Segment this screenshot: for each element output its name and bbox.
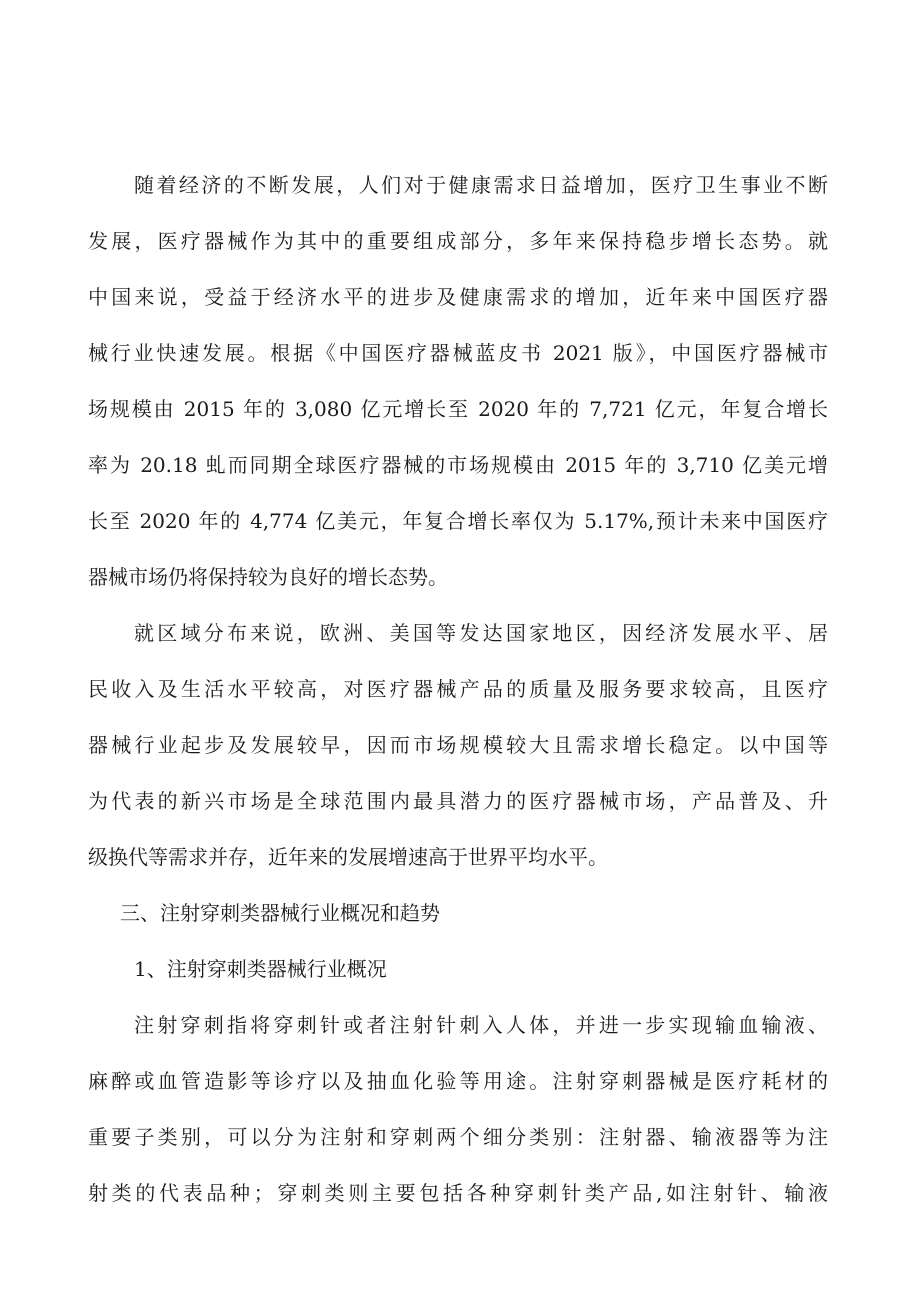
- paragraph-line: 率为 20.18 虬而同期全球医疗器械的市场规模由 2015 年的 3,710 亿美元增: [88, 453, 828, 477]
- paragraph-line: 射类的代表品种；穿刺类则主要包括各种穿刺针类产品,如注射针、输液: [88, 1181, 828, 1205]
- paragraph-line: 器械行业起步及发展较早，因而市场规模较大且需求增长稳定。以中国等: [88, 733, 828, 757]
- paragraph-line: 械行业快速发展。根据《中国医疗器械蓝皮书 2021 版》，中国医疗器械市: [88, 341, 828, 365]
- paragraph-line: 中国来说，受益于经济水平的进步及健康需求的增加，近年来中国医疗器: [88, 285, 828, 309]
- paragraph-line: 注射穿刺指将穿刺针或者注射针刺入人体，并进一步实现输血输液、: [134, 1013, 828, 1037]
- paragraph-line: 场规模由 2015 年的 3,080 亿元增长至 2020 年的 7,721 亿元，年复合增长: [88, 397, 828, 421]
- subsection-heading: 1、注射穿刺类器械行业概况: [134, 957, 387, 981]
- paragraph-line: 器械市场仍将保持较为良好的增长态势。: [88, 565, 448, 589]
- paragraph-line: 民收入及生活水平较高，对医疗器械产品的质量及服务要求较高，且医疗: [88, 677, 828, 701]
- paragraph-line: 随着经济的不断发展，人们对于健康需求日益增加，医疗卫生事业不断: [134, 173, 828, 197]
- paragraph-line: 长至 2020 年的 4,774 亿美元，年复合增长率仅为 5.17%,预计未来中国医疗: [88, 509, 828, 533]
- paragraph-line: 级换代等需求并存，近年来的发展增速高于世界平均水平。: [88, 845, 608, 869]
- paragraph-line: 重要子类别，可以分为注射和穿刺两个细分类别：注射器、输液器等为注: [88, 1125, 828, 1149]
- paragraph-line: 发展，医疗器械作为其中的重要组成部分，多年来保持稳步增长态势。就: [88, 229, 828, 253]
- section-heading: 三、注射穿刺类器械行业概况和趋势: [120, 901, 440, 925]
- paragraph-line: 为代表的新兴市场是全球范围内最具潜力的医疗器械市场，产品普及、升: [88, 789, 828, 813]
- paragraph-line: 就区域分布来说，欧洲、美国等发达国家地区，因经济发展水平、居: [134, 621, 828, 645]
- paragraph-line: 麻醉或血管造影等诊疗以及抽血化验等用途。注射穿刺器械是医疗耗材的: [88, 1069, 828, 1093]
